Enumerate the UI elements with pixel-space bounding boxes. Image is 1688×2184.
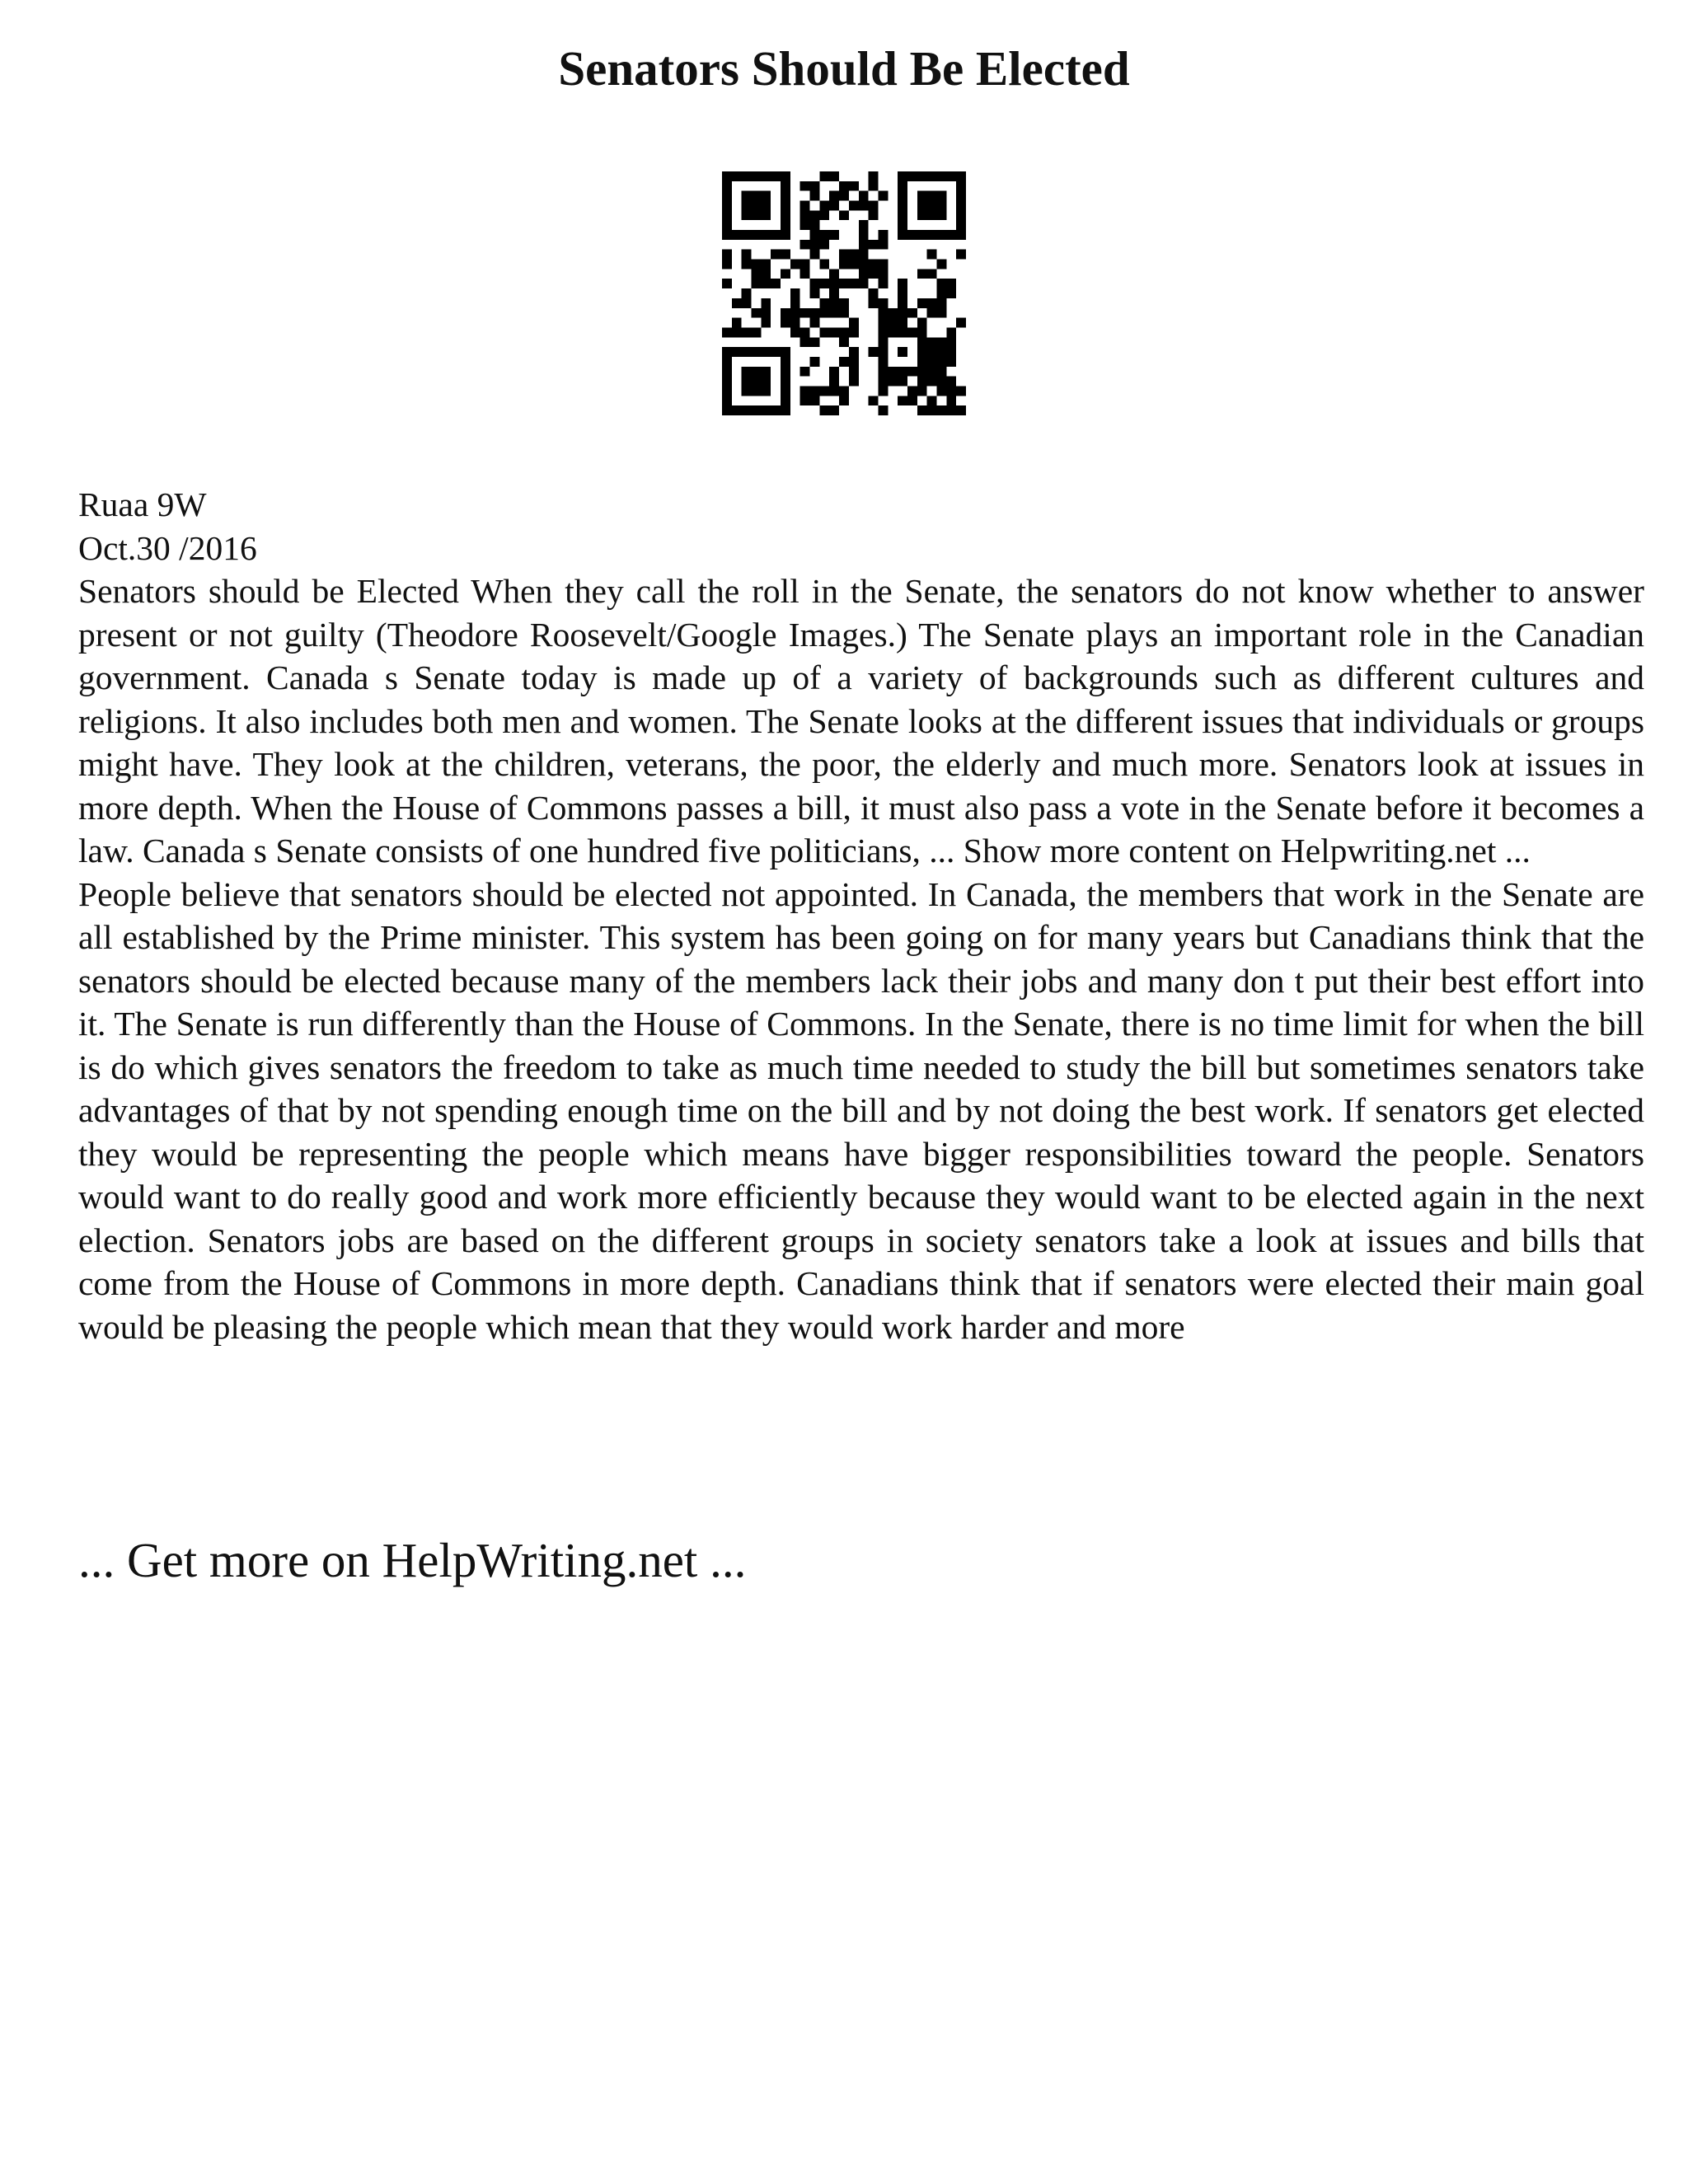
qr-code-graphic	[722, 171, 966, 415]
qr-code-icon	[722, 171, 966, 415]
date-line: Oct.30 /2016	[78, 528, 257, 567]
paragraph-1: Senators should be Elected When they call the roll in the Senate, the senators do not know whether to answer present or not guilty (Theodore Roosevelt/Google Images.) The Senate plays an important role in the Canadian government. Canada s Senate today is made up of a variety of backgrounds such as different cultures and religions. It also includes both men and women. The Senate looks at the different issues that individuals or groups might have. They look at the children, veterans, the poor, the elderly and much more. Senators look at issues in more depth. When the House of Commons passes a bill, it must also pass a vote in the Senate before it becomes a law. Canada s Senate consists of one hundred five politicians, ... Show more content on Helpwriting.net ...	[78, 572, 1644, 869]
get-more-link[interactable]: ... Get more on HelpWriting.net ...	[78, 1533, 747, 1587]
page-title: Senators Should Be Elected	[558, 41, 1130, 96]
author-line: Ruaa 9W	[78, 485, 207, 523]
document-body	[78, 483, 1644, 1348]
paragraph-2: People believe that senators should be elected not appointed. In Canada, the members that work in the Senate are all established by the Prime minister. This system has been going on for many years but Canadians think that the senators should be elected because many of the members lack their jobs and many don t put their best effort into it. The Senate is run differently than the House of Commons. In the Senate, there is no time limit for when the bill is do which gives senators the freedom to take as much time needed to study the bill but sometimes senators take advantages of that by not spending enough time on the bill and by not doing the best work. If senators get elected they would be representing the people which means have bigger responsibilities toward the people. Senators would want to do really good and work more efficiently because they would want to be elected again in the next election. Senators jobs are based on the different groups in society senators take a look at issues and bills that come from the House of Commons in more depth. Canadians think that if senators were elected their main goal would be pleasing the people which mean that they would work harder and more	[78, 874, 1644, 1346]
